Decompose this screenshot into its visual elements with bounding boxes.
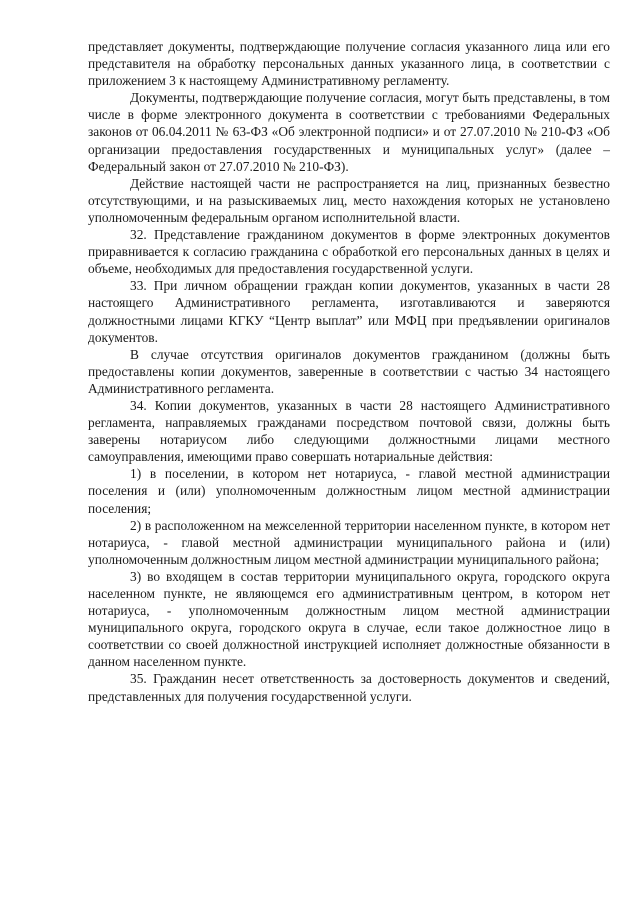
paragraph-missing-originals: В случае отсутствия оригиналов документов гражданином (должны быть предоставлены копии документов, заверенные в соответствии с частью 34 настоящего Административного регламента.	[88, 346, 610, 396]
paragraph-subitem-3: 3) во входящем в состав территории муниципального округа, городского округа населенном пункте, не являющемся его административным центром, в котором нет нотариуса, - уполномоченным должностным лицом местной администрации муниципального округа, городского округа в случае, если такое должностное лицо в соответствии со своей должностной инструкцией исполняет должностные обязанности в данном населенном пункте.	[88, 568, 610, 670]
paragraph-exception: Действие настоящей части не распространяется на лиц, признанных безвестно отсутствующими, и на разыскиваемых лиц, место нахождения которых не установлено уполномоченным федеральным органом исполнительной власти.	[88, 175, 610, 225]
document-page	[88, 38, 610, 705]
paragraph-subitem-1: 1) в поселении, в котором нет нотариуса, - главой местной администрации поселения и (или) уполномоченным должностным лицом местной администрации поселения;	[88, 466, 610, 516]
paragraph-item-35: 35. Гражданин несет ответственность за достоверность документов и сведений, представленных для получения государственной услуги.	[88, 671, 610, 704]
paragraph-consent-continuation: представляет документы, подтверждающие получение согласия указанного лица или его представителя на обработку персональных данных указанного лица, в соответствии с приложением 3 к настоящему Административному регламенту.	[88, 39, 610, 89]
paragraph-item-33: 33. При личном обращении граждан копии документов, указанных в части 28 настоящего Административного регламента, изготавливаются и заверяются должностными лицами КГКУ “Центр выплат” или МФЦ при предъявлении оригиналов документов.	[88, 278, 610, 345]
paragraph-item-32: 32. Представление гражданином документов в форме электронных документов приравнивается к согласию гражданина с обработкой его персональных данных в целях и объеме, необходимых для предоставления государственной услуги.	[88, 227, 610, 277]
paragraph-subitem-2: 2) в расположенном на межселенной территории населенном пункте, в котором нет нотариуса, - главой местной администрации муниципального района и (или) уполномоченным должностным лицом местной администрации муниципального района;	[88, 517, 610, 567]
paragraph-electronic-consent: Документы, подтверждающие получение согласия, могут быть представлены, в том числе в форме электронного документа в соответствии с требованиями Федеральных законов от 06.04.2011 № 63-ФЗ «Об электронной подписи» и от 27.07.2010 № 210-ФЗ «Об организации предоставления государственных и муниципальных услуг» (далее – Федеральный закон от 27.07.2010 № 210-ФЗ).	[88, 90, 610, 174]
paragraph-item-34: 34. Копии документов, указанных в части 28 настоящего Административного регламента, направляемых гражданами посредством почтовой связи, должны быть заверены нотариусом либо следующими должностными лицами местного самоуправления, имеющими право совершать нотариальные действия:	[88, 397, 610, 465]
